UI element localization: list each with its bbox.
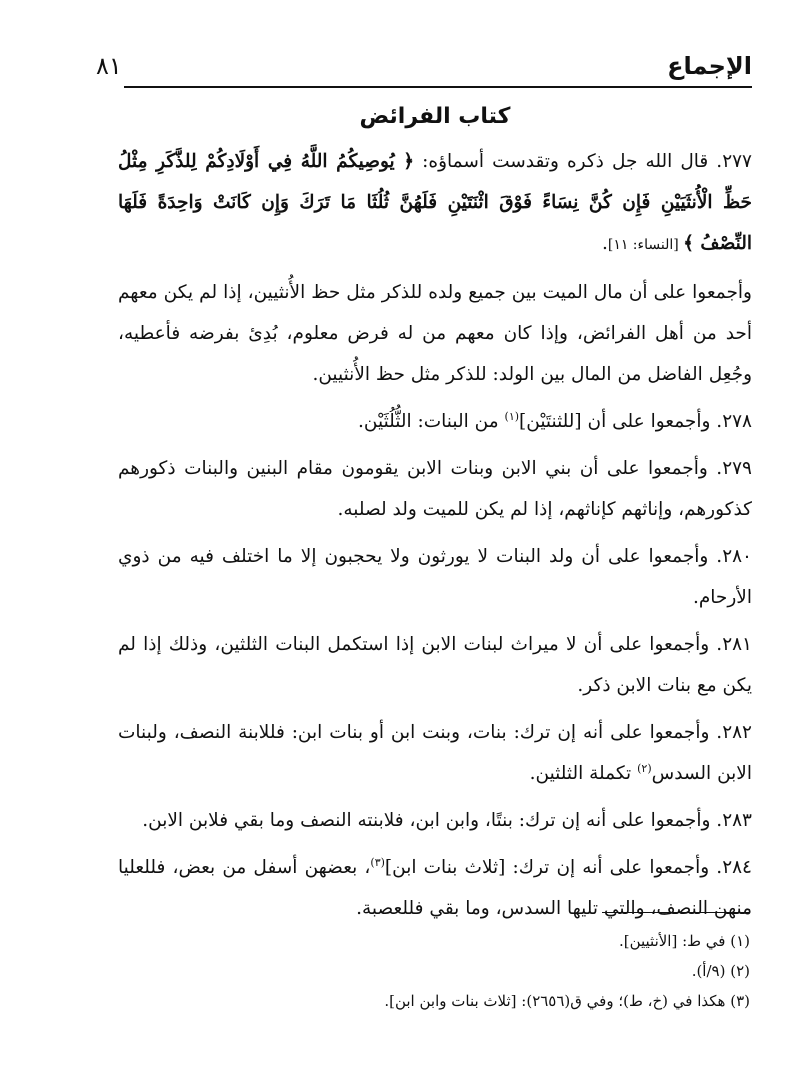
paragraph-text: . وأجمعوا على أن بني الابن وبنات الابن يقومون مقام البنين والبنات ذكورهم كذكورهم، وإناثهم كإناثهم، إذا لم يكن للميت ولد لصلبه. [118,458,752,520]
running-header [96,40,752,80]
chapter-title: كتاب الفرائض [359,104,511,129]
paragraph-text: وأجمعوا على أن مال الميت بين جميع ولده للذكر مثل حظ الأُنثيين، إذا لم يكن معهم أحد من أهل الفرائض، وإذا كان معهم من له فرض معلوم، بُدِئ بفرضه فأعطيه، وجُعِل الفاضل من المال بين الولد: للذكر مثل حظ الأُنثيين. [118,282,752,385]
paragraph-277-commentary [118,272,752,395]
paragraph-280 [118,536,752,618]
footnote-3: (٣) هكذا في (خ، ط)؛ وفي ق(٢٦٥٦): [ثلاث بنات وابن ابن]. [384,992,750,1010]
paragraph-number: ٢٧٧ [722,151,752,172]
page-body [118,104,752,935]
header-rule [124,86,752,88]
footnote-separator [602,912,750,913]
paragraph-intro: . قال الله جل ذكره وتقدست أسماؤه: [414,151,723,172]
paragraph-number: ٢٧٨ [722,411,752,432]
paragraph-282 [118,712,752,794]
paragraph-tail: . [601,233,608,254]
paragraph-text: . وأجمعوا على أن [للثنتَيْن] [519,411,723,432]
paragraph-283 [118,800,752,841]
paragraph-277 [118,141,752,266]
paragraph-text: . وأجمعوا على أن ولد البنات لا يورثون ولا يحجبون إلا ما اختلف فيه من ذوي الأرحام. [118,546,752,608]
page-number: ٨١ [96,52,122,80]
quran-verse: ﴿ يُوصِيكُمُ اللَّهُ فِي أَوْلَادِكُمْ لِلذَّكَرِ مِثْلُ حَظِّ الْأُنثَيَيْنِ فَإِن كُنَّ نِسَاءً فَوْقَ اثْنَتَيْنِ فَلَهُنَّ ثُلُثَا مَا تَرَكَ وَإِن كَانَتْ وَاحِدَةً فَلَهَا النِّصْفُ ﴾ [118,151,752,254]
footnotes [200,926,750,1016]
paragraph-number: ٢٨٤ [722,857,752,878]
footnote-1: (١) في ط: [الأنثيين]. [618,932,750,950]
paragraph-284 [118,847,752,929]
footnote-marker[interactable]: (١) [504,409,520,423]
paragraph-text-cont: من البنات: الثُّلُثَيْن. [358,411,505,432]
paragraph-279 [118,448,752,530]
paragraph-number: ٢٨١ [722,634,752,655]
footnote-marker[interactable]: (٣) [370,855,385,869]
header-title: الإجماع [667,52,752,80]
verse-citation: [النساء: ١١] [607,237,684,253]
paragraph-number: ٢٧٩ [722,458,752,479]
paragraph-text: . وأجمعوا على أنه إن ترك: بنات، وبنت ابن أو بنات ابن: فللابنة النصف، ولبنات الابن السدس [118,722,752,784]
paragraph-278 [118,401,752,442]
footnote-2: (٢) (٩/أ). [691,962,750,980]
paragraph-text-cont: ، بعضهن أسفل من بعض، فللعليا منهن النصف، والتي تليها السدس، وما بقي فللعصبة. [118,857,752,919]
paragraph-number: ٢٨٢ [722,722,752,743]
paragraph-text: . وأجمعوا على أن لا ميراث لبنات الابن إذا استكمل البنات الثلثين، وذلك إذا لم يكن مع بنات الابن ذكر. [118,634,752,696]
paragraph-text-cont: تكملة الثلثين. [529,763,638,784]
footnote-marker[interactable]: (٢) [637,761,652,775]
paragraph-text: . وأجمعوا على أنه إن ترك: [ثلاث بنات ابن] [384,857,723,878]
paragraph-number: ٢٨٣ [722,810,752,831]
paragraph-281 [118,624,752,706]
paragraph-text: . وأجمعوا على أنه إن ترك: بنتًا، وابن ابن، فلابنته النصف وما بقي فلابن الابن. [142,810,723,831]
paragraph-number: ٢٨٠ [722,546,752,567]
